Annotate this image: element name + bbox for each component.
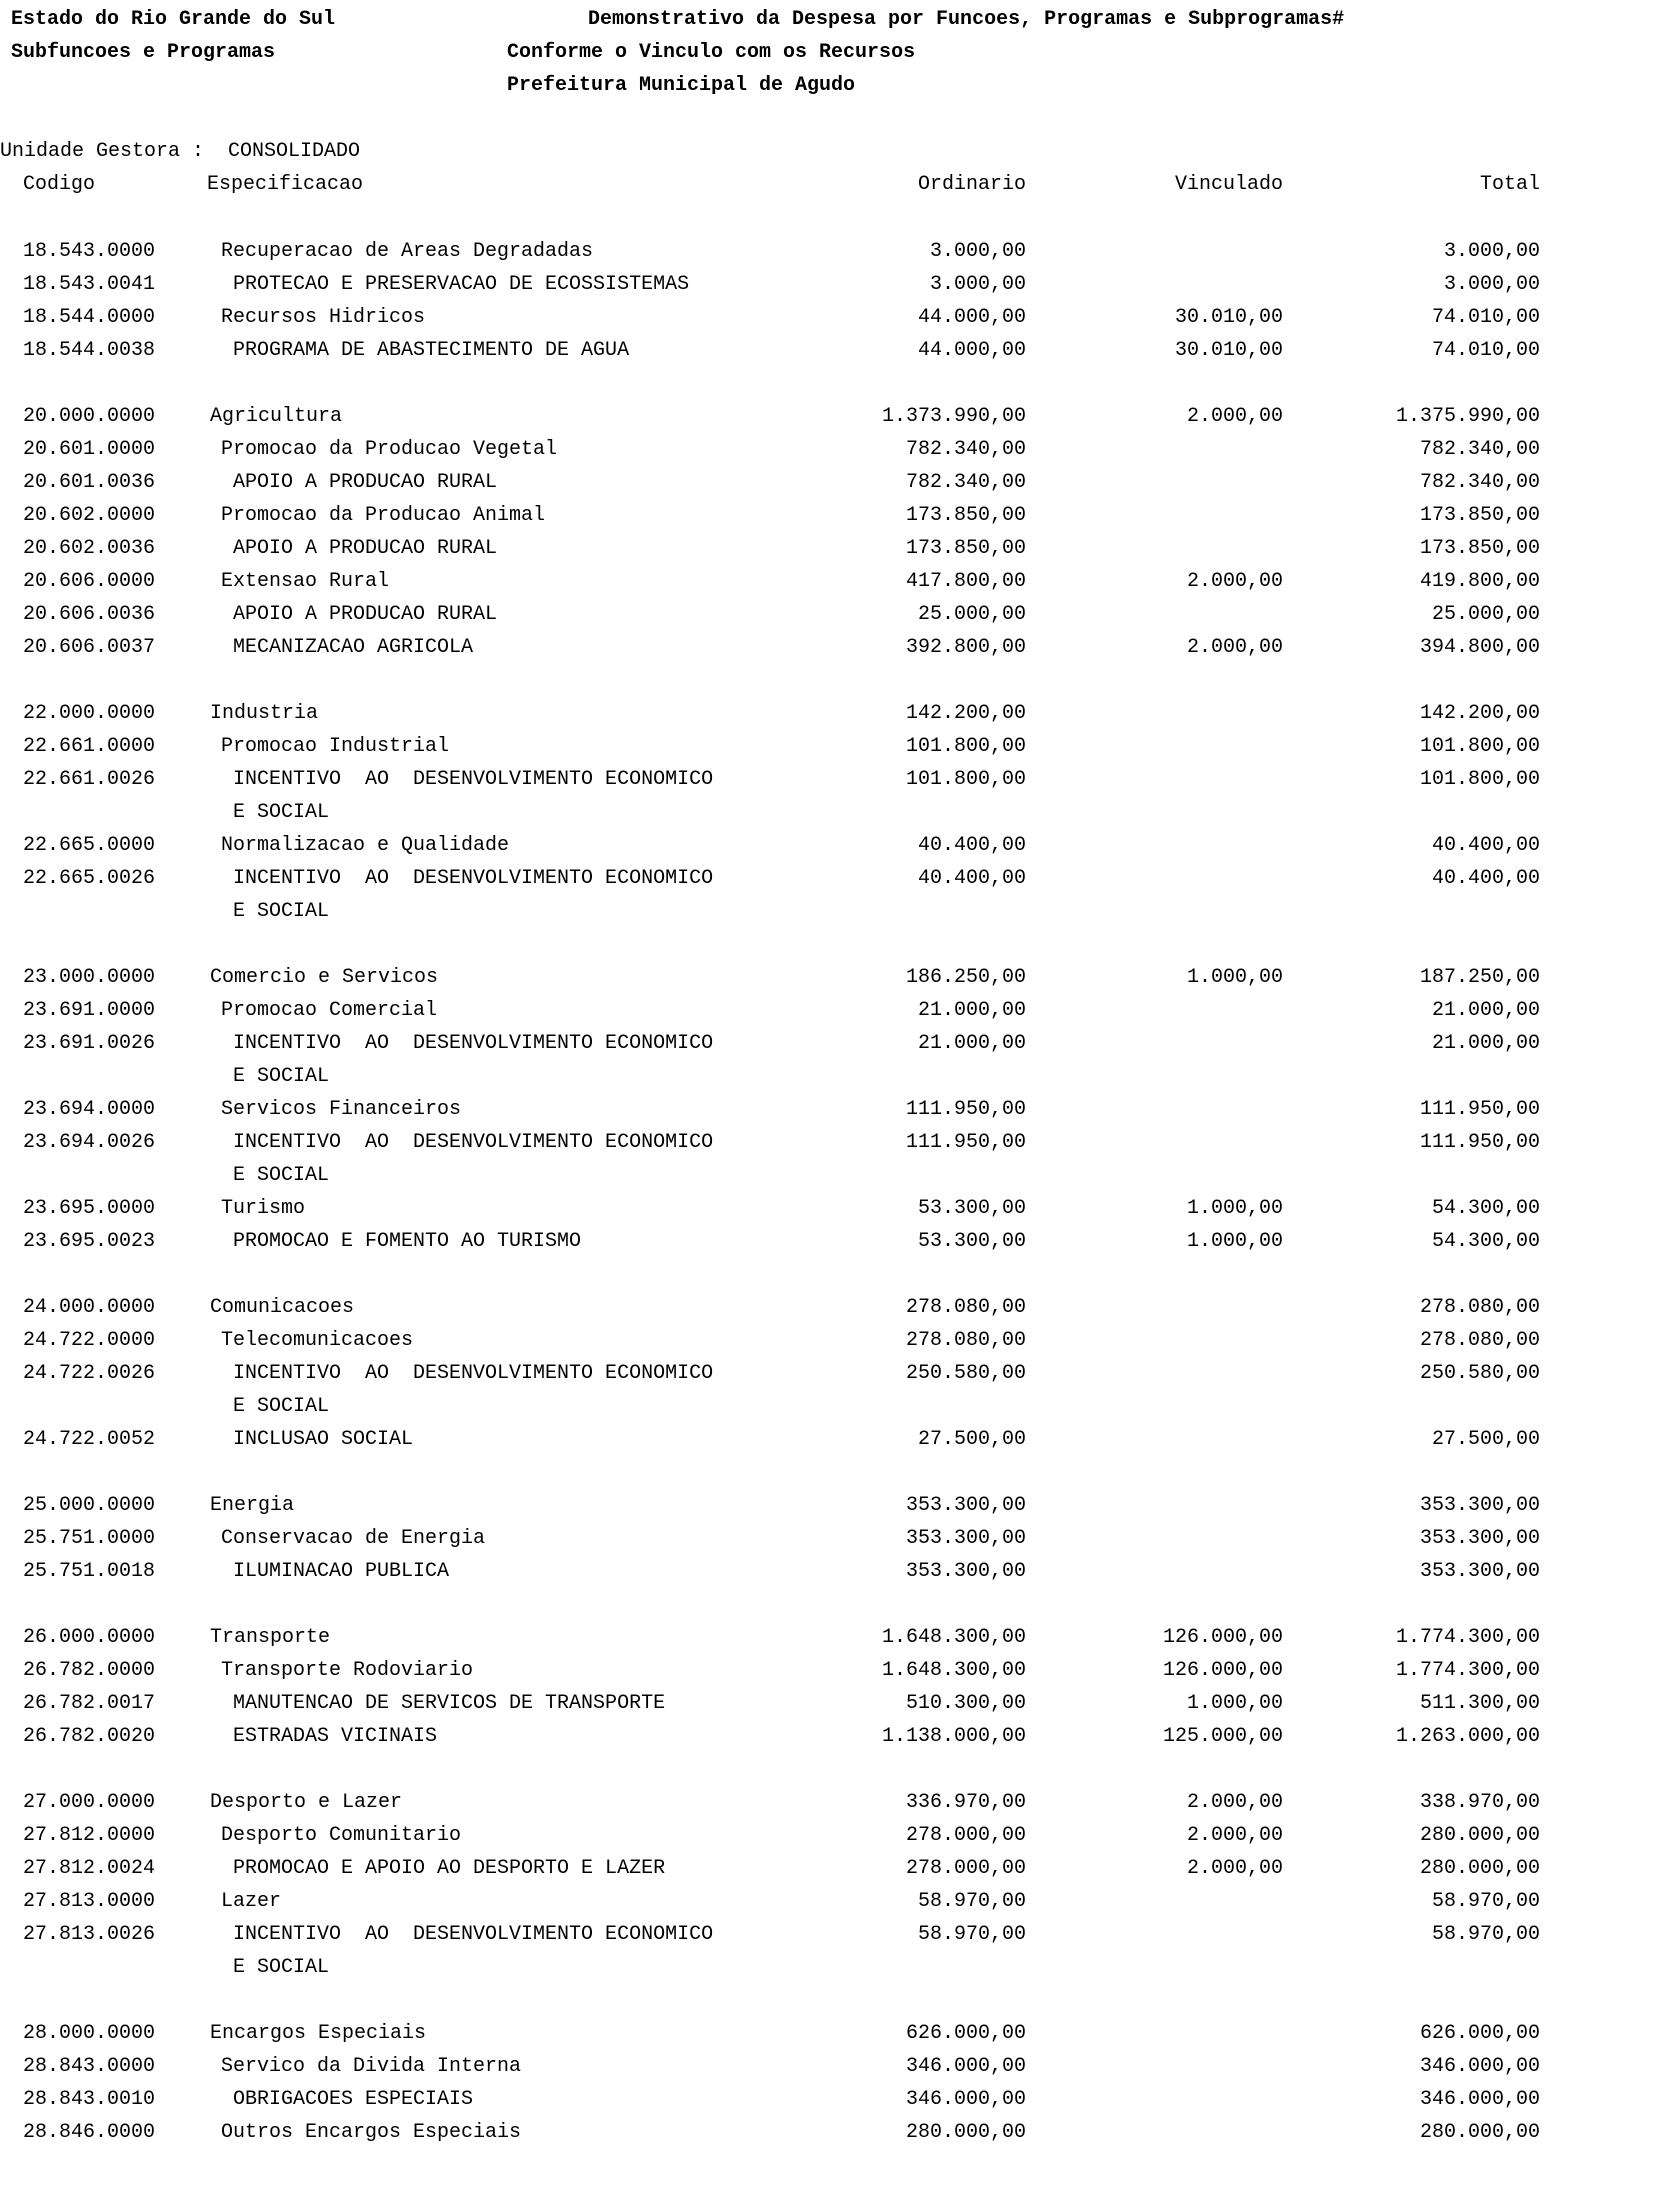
column-header-codigo: Codigo xyxy=(23,173,96,196)
row-total: 101.800,00 xyxy=(1419,735,1540,758)
row-ordinario: 40.400,00 xyxy=(917,867,1026,890)
row-code: 20.606.0037 xyxy=(23,636,156,659)
row-specification: E SOCIAL xyxy=(233,900,330,923)
row-ordinario: 21.000,00 xyxy=(917,1032,1026,1055)
table-row xyxy=(0,471,1653,504)
row-code: 23.694.0000 xyxy=(23,1098,156,1121)
row-total: 353.300,00 xyxy=(1419,1527,1540,1550)
unidade-gestora: Unidade Gestora : CONSOLIDADO xyxy=(0,140,361,163)
row-vinculado: 125.000,00 xyxy=(1162,1725,1283,1748)
row-specification: Extensao Rural xyxy=(221,570,390,593)
column-header-especificacao: Especificacao xyxy=(207,173,364,196)
row-total: 280.000,00 xyxy=(1419,2121,1540,2144)
row-code: 27.813.0000 xyxy=(23,1890,156,1913)
table-row xyxy=(0,1857,1653,1890)
row-total: 1.774.300,00 xyxy=(1395,1659,1540,1682)
row-total: 346.000,00 xyxy=(1419,2055,1540,2078)
row-specification: PROMOCAO E APOIO AO DESPORTO E LAZER xyxy=(233,1857,666,1880)
row-specification: Desporto Comunitario xyxy=(221,1824,462,1847)
row-ordinario: 278.080,00 xyxy=(905,1329,1026,1352)
row-code: 18.544.0038 xyxy=(23,339,156,362)
row-ordinario: 346.000,00 xyxy=(905,2055,1026,2078)
row-ordinario: 278.000,00 xyxy=(905,1857,1026,1880)
row-total: 101.800,00 xyxy=(1419,768,1540,791)
row-ordinario: 1.138.000,00 xyxy=(881,1725,1026,1748)
row-ordinario: 173.850,00 xyxy=(905,504,1026,527)
row-vinculado: 2.000,00 xyxy=(1186,636,1283,659)
table-row xyxy=(0,702,1653,735)
table-row xyxy=(0,1494,1653,1527)
row-code: 27.812.0000 xyxy=(23,1824,156,1847)
table-row xyxy=(0,1956,1653,1989)
row-total: 3.000,00 xyxy=(1443,240,1540,263)
column-header-ordinario: Ordinario xyxy=(917,173,1026,196)
table-row xyxy=(0,1626,1653,1659)
table-row xyxy=(0,1065,1653,1098)
table-row xyxy=(0,1791,1653,1824)
row-code: 24.722.0026 xyxy=(23,1362,156,1385)
row-ordinario: 111.950,00 xyxy=(905,1131,1026,1154)
row-total: 58.970,00 xyxy=(1431,1890,1540,1913)
report-subtitle: Conforme o Vinculo com os Recursos xyxy=(507,41,916,64)
row-specification: MANUTENCAO DE SERVICOS DE TRANSPORTE xyxy=(233,1692,666,1715)
table-row xyxy=(0,999,1653,1032)
row-specification: PROMOCAO E FOMENTO AO TURISMO xyxy=(233,1230,582,1253)
row-total: 54.300,00 xyxy=(1431,1197,1540,1220)
row-ordinario: 25.000,00 xyxy=(917,603,1026,626)
row-specification: E SOCIAL xyxy=(233,1164,330,1187)
table-row xyxy=(0,2022,1653,2055)
row-code: 23.695.0023 xyxy=(23,1230,156,1253)
row-total: 173.850,00 xyxy=(1419,537,1540,560)
row-code: 26.782.0017 xyxy=(23,1692,156,1715)
row-ordinario: 278.080,00 xyxy=(905,1296,1026,1319)
row-specification: Servicos Financeiros xyxy=(221,1098,462,1121)
row-total: 338.970,00 xyxy=(1419,1791,1540,1814)
column-header-total: Total xyxy=(1479,173,1540,196)
row-ordinario: 173.850,00 xyxy=(905,537,1026,560)
row-ordinario: 101.800,00 xyxy=(905,735,1026,758)
table-row xyxy=(0,603,1653,636)
row-specification: E SOCIAL xyxy=(233,1956,330,1979)
row-total: 54.300,00 xyxy=(1431,1230,1540,1253)
table-row xyxy=(0,504,1653,537)
table-row xyxy=(0,966,1653,999)
table-row xyxy=(0,1725,1653,1758)
row-total: 40.400,00 xyxy=(1431,834,1540,857)
row-vinculado: 126.000,00 xyxy=(1162,1626,1283,1649)
row-code: 28.843.0010 xyxy=(23,2088,156,2111)
row-code: 22.665.0026 xyxy=(23,867,156,890)
row-ordinario: 782.340,00 xyxy=(905,438,1026,461)
row-specification: Promocao da Producao Animal xyxy=(221,504,546,527)
row-ordinario: 417.800,00 xyxy=(905,570,1026,593)
row-total: 782.340,00 xyxy=(1419,438,1540,461)
row-ordinario: 58.970,00 xyxy=(917,1923,1026,1946)
row-total: 1.263.000,00 xyxy=(1395,1725,1540,1748)
table-row xyxy=(0,1428,1653,1461)
row-code: 20.602.0000 xyxy=(23,504,156,527)
row-total: 27.500,00 xyxy=(1431,1428,1540,1451)
table-row xyxy=(0,438,1653,471)
row-code: 26.000.0000 xyxy=(23,1626,156,1649)
row-total: 3.000,00 xyxy=(1443,273,1540,296)
row-specification: Servico da Divida Interna xyxy=(221,2055,522,2078)
table-row xyxy=(0,636,1653,669)
row-ordinario: 44.000,00 xyxy=(917,306,1026,329)
row-total: 1.774.300,00 xyxy=(1395,1626,1540,1649)
row-code: 20.601.0000 xyxy=(23,438,156,461)
table-row xyxy=(0,2088,1653,2121)
table-row xyxy=(0,1032,1653,1065)
table-row xyxy=(0,570,1653,603)
row-total: 74.010,00 xyxy=(1431,339,1540,362)
row-specification: Transporte xyxy=(210,1626,331,1649)
table-row xyxy=(0,1923,1653,1956)
row-specification: INCENTIVO AO DESENVOLVIMENTO ECONOMICO xyxy=(233,1131,714,1154)
row-code: 24.722.0052 xyxy=(23,1428,156,1451)
table-row xyxy=(0,1098,1653,1131)
row-ordinario: 53.300,00 xyxy=(917,1230,1026,1253)
table-row xyxy=(0,1824,1653,1857)
row-total: 419.800,00 xyxy=(1419,570,1540,593)
row-code: 22.665.0000 xyxy=(23,834,156,857)
row-specification: INCENTIVO AO DESENVOLVIMENTO ECONOMICO xyxy=(233,1923,714,1946)
row-vinculado: 1.000,00 xyxy=(1186,1197,1283,1220)
row-vinculado: 1.000,00 xyxy=(1186,966,1283,989)
row-vinculado: 1.000,00 xyxy=(1186,1230,1283,1253)
row-ordinario: 510.300,00 xyxy=(905,1692,1026,1715)
table-row xyxy=(0,1296,1653,1329)
row-specification: Promocao Industrial xyxy=(221,735,450,758)
column-header-vinculado: Vinculado xyxy=(1174,173,1283,196)
row-specification: APOIO A PRODUCAO RURAL xyxy=(233,471,498,494)
row-ordinario: 111.950,00 xyxy=(905,1098,1026,1121)
table-row xyxy=(0,1395,1653,1428)
row-code: 25.000.0000 xyxy=(23,1494,156,1517)
row-specification: Desporto e Lazer xyxy=(210,1791,403,1814)
row-code: 28.000.0000 xyxy=(23,2022,156,2045)
row-specification: ESTRADAS VICINAIS xyxy=(233,1725,438,1748)
row-specification: PROGRAMA DE ABASTECIMENTO DE AGUA xyxy=(233,339,630,362)
table-row xyxy=(0,1362,1653,1395)
row-total: 173.850,00 xyxy=(1419,504,1540,527)
row-code: 24.000.0000 xyxy=(23,1296,156,1319)
table-row xyxy=(0,2121,1653,2154)
row-ordinario: 44.000,00 xyxy=(917,339,1026,362)
row-code: 27.813.0026 xyxy=(23,1923,156,1946)
row-total: 40.400,00 xyxy=(1431,867,1540,890)
table-row xyxy=(0,1329,1653,1362)
row-specification: Normalizacao e Qualidade xyxy=(221,834,510,857)
row-ordinario: 250.580,00 xyxy=(905,1362,1026,1385)
row-ordinario: 1.648.300,00 xyxy=(881,1659,1026,1682)
table-row xyxy=(0,1692,1653,1725)
row-ordinario: 40.400,00 xyxy=(917,834,1026,857)
row-specification: INCENTIVO AO DESENVOLVIMENTO ECONOMICO xyxy=(233,768,714,791)
row-code: 18.543.0041 xyxy=(23,273,156,296)
row-vinculado: 2.000,00 xyxy=(1186,1857,1283,1880)
row-code: 23.000.0000 xyxy=(23,966,156,989)
row-total: 280.000,00 xyxy=(1419,1857,1540,1880)
row-total: 353.300,00 xyxy=(1419,1560,1540,1583)
report-municipality: Prefeitura Municipal de Agudo xyxy=(507,74,856,97)
row-total: 626.000,00 xyxy=(1419,2022,1540,2045)
row-code: 23.695.0000 xyxy=(23,1197,156,1220)
row-specification: E SOCIAL xyxy=(233,801,330,824)
row-specification: Comunicacoes xyxy=(210,1296,355,1319)
table-row xyxy=(0,900,1653,933)
row-ordinario: 27.500,00 xyxy=(917,1428,1026,1451)
row-specification: PROTECAO E PRESERVACAO DE ECOSSISTEMAS xyxy=(233,273,690,296)
row-vinculado: 1.000,00 xyxy=(1186,1692,1283,1715)
row-ordinario: 280.000,00 xyxy=(905,2121,1026,2144)
row-specification: INCENTIVO AO DESENVOLVIMENTO ECONOMICO xyxy=(233,867,714,890)
row-ordinario: 1.648.300,00 xyxy=(881,1626,1026,1649)
row-specification: APOIO A PRODUCAO RURAL xyxy=(233,603,498,626)
row-ordinario: 782.340,00 xyxy=(905,471,1026,494)
header-subtitle: Subfuncoes e Programas xyxy=(11,41,276,64)
table-row xyxy=(0,2055,1653,2088)
table-row xyxy=(0,240,1653,273)
row-specification: OBRIGACOES ESPECIAIS xyxy=(233,2088,474,2111)
row-total: 278.080,00 xyxy=(1419,1296,1540,1319)
row-total: 782.340,00 xyxy=(1419,471,1540,494)
row-specification: INCENTIVO AO DESENVOLVIMENTO ECONOMICO xyxy=(233,1032,714,1055)
row-code: 28.843.0000 xyxy=(23,2055,156,2078)
row-ordinario: 353.300,00 xyxy=(905,1527,1026,1550)
row-code: 26.782.0020 xyxy=(23,1725,156,1748)
row-total: 21.000,00 xyxy=(1431,999,1540,1022)
row-total: 21.000,00 xyxy=(1431,1032,1540,1055)
table-row xyxy=(0,768,1653,801)
row-ordinario: 353.300,00 xyxy=(905,1494,1026,1517)
row-total: 58.970,00 xyxy=(1431,1923,1540,1946)
row-total: 74.010,00 xyxy=(1431,306,1540,329)
row-vinculado: 30.010,00 xyxy=(1174,339,1283,362)
table-row xyxy=(0,339,1653,372)
table-row xyxy=(0,1527,1653,1560)
row-specification: E SOCIAL xyxy=(233,1065,330,1088)
table-row xyxy=(0,735,1653,768)
row-code: 20.000.0000 xyxy=(23,405,156,428)
table-row xyxy=(0,1560,1653,1593)
row-specification: Lazer xyxy=(221,1890,282,1913)
row-ordinario: 392.800,00 xyxy=(905,636,1026,659)
row-ordinario: 142.200,00 xyxy=(905,702,1026,725)
row-total: 1.375.990,00 xyxy=(1395,405,1540,428)
row-code: 22.661.0026 xyxy=(23,768,156,791)
row-specification: INCENTIVO AO DESENVOLVIMENTO ECONOMICO xyxy=(233,1362,714,1385)
row-specification: Industria xyxy=(210,702,319,725)
row-specification: ILUMINACAO PUBLICA xyxy=(233,1560,450,1583)
row-specification: Transporte Rodoviario xyxy=(221,1659,474,1682)
row-code: 22.661.0000 xyxy=(23,735,156,758)
row-specification: Comercio e Servicos xyxy=(210,966,439,989)
row-specification: INCLUSAO SOCIAL xyxy=(233,1428,414,1451)
table-row xyxy=(0,306,1653,339)
row-total: 346.000,00 xyxy=(1419,2088,1540,2111)
row-code: 25.751.0018 xyxy=(23,1560,156,1583)
row-code: 20.606.0036 xyxy=(23,603,156,626)
row-ordinario: 3.000,00 xyxy=(929,273,1026,296)
row-total: 250.580,00 xyxy=(1419,1362,1540,1385)
row-specification: MECANIZACAO AGRICOLA xyxy=(233,636,474,659)
row-ordinario: 3.000,00 xyxy=(929,240,1026,263)
row-specification: Conservacao de Energia xyxy=(221,1527,486,1550)
row-total: 280.000,00 xyxy=(1419,1824,1540,1847)
row-code: 25.751.0000 xyxy=(23,1527,156,1550)
table-row xyxy=(0,1164,1653,1197)
row-vinculado: 2.000,00 xyxy=(1186,1824,1283,1847)
row-ordinario: 101.800,00 xyxy=(905,768,1026,791)
row-specification: APOIO A PRODUCAO RURAL xyxy=(233,537,498,560)
row-code: 20.601.0036 xyxy=(23,471,156,494)
row-code: 27.812.0024 xyxy=(23,1857,156,1880)
row-specification: Recursos Hidricos xyxy=(221,306,426,329)
row-code: 26.782.0000 xyxy=(23,1659,156,1682)
table-row xyxy=(0,1131,1653,1164)
row-total: 394.800,00 xyxy=(1419,636,1540,659)
row-ordinario: 58.970,00 xyxy=(917,1890,1026,1913)
row-code: 22.000.0000 xyxy=(23,702,156,725)
row-ordinario: 278.000,00 xyxy=(905,1824,1026,1847)
row-code: 18.544.0000 xyxy=(23,306,156,329)
row-specification: Recuperacao de Areas Degradadas xyxy=(221,240,594,263)
header-state: Estado do Rio Grande do Sul xyxy=(11,8,336,31)
row-ordinario: 626.000,00 xyxy=(905,2022,1026,2045)
table-row xyxy=(0,1890,1653,1923)
row-ordinario: 53.300,00 xyxy=(917,1197,1026,1220)
row-total: 187.250,00 xyxy=(1419,966,1540,989)
row-ordinario: 186.250,00 xyxy=(905,966,1026,989)
row-specification: Promocao da Producao Vegetal xyxy=(221,438,558,461)
row-code: 27.000.0000 xyxy=(23,1791,156,1814)
table-row xyxy=(0,867,1653,900)
table-row xyxy=(0,273,1653,306)
row-total: 111.950,00 xyxy=(1419,1131,1540,1154)
row-code: 18.543.0000 xyxy=(23,240,156,263)
row-code: 24.722.0000 xyxy=(23,1329,156,1352)
row-total: 353.300,00 xyxy=(1419,1494,1540,1517)
table-row xyxy=(0,537,1653,570)
row-ordinario: 346.000,00 xyxy=(905,2088,1026,2111)
row-ordinario: 336.970,00 xyxy=(905,1791,1026,1814)
report-title: Demonstrativo da Despesa por Funcoes, Programas e Subprogramas# xyxy=(588,8,1345,31)
row-code: 23.691.0026 xyxy=(23,1032,156,1055)
row-specification: Telecomunicacoes xyxy=(221,1329,414,1352)
row-specification: Turismo xyxy=(221,1197,306,1220)
row-specification: Promocao Comercial xyxy=(221,999,438,1022)
table-row xyxy=(0,1230,1653,1263)
row-total: 278.080,00 xyxy=(1419,1329,1540,1352)
table-row xyxy=(0,405,1653,438)
row-code: 28.846.0000 xyxy=(23,2121,156,2144)
row-specification: E SOCIAL xyxy=(233,1395,330,1418)
row-ordinario: 21.000,00 xyxy=(917,999,1026,1022)
row-total: 25.000,00 xyxy=(1431,603,1540,626)
row-vinculado: 2.000,00 xyxy=(1186,405,1283,428)
row-code: 20.606.0000 xyxy=(23,570,156,593)
row-vinculado: 2.000,00 xyxy=(1186,570,1283,593)
table-row xyxy=(0,801,1653,834)
row-code: 23.694.0026 xyxy=(23,1131,156,1154)
row-specification: Outros Encargos Especiais xyxy=(221,2121,522,2144)
row-total: 111.950,00 xyxy=(1419,1098,1540,1121)
row-specification: Encargos Especiais xyxy=(210,2022,427,2045)
row-ordinario: 353.300,00 xyxy=(905,1560,1026,1583)
row-total: 511.300,00 xyxy=(1419,1692,1540,1715)
row-ordinario: 1.373.990,00 xyxy=(881,405,1026,428)
table-row xyxy=(0,1197,1653,1230)
row-vinculado: 2.000,00 xyxy=(1186,1791,1283,1814)
row-total: 142.200,00 xyxy=(1419,702,1540,725)
row-specification: Agricultura xyxy=(210,405,343,428)
row-vinculado: 126.000,00 xyxy=(1162,1659,1283,1682)
row-code: 23.691.0000 xyxy=(23,999,156,1022)
table-row xyxy=(0,834,1653,867)
row-specification: Energia xyxy=(210,1494,295,1517)
table-row xyxy=(0,1659,1653,1692)
row-vinculado: 30.010,00 xyxy=(1174,306,1283,329)
row-code: 20.602.0036 xyxy=(23,537,156,560)
